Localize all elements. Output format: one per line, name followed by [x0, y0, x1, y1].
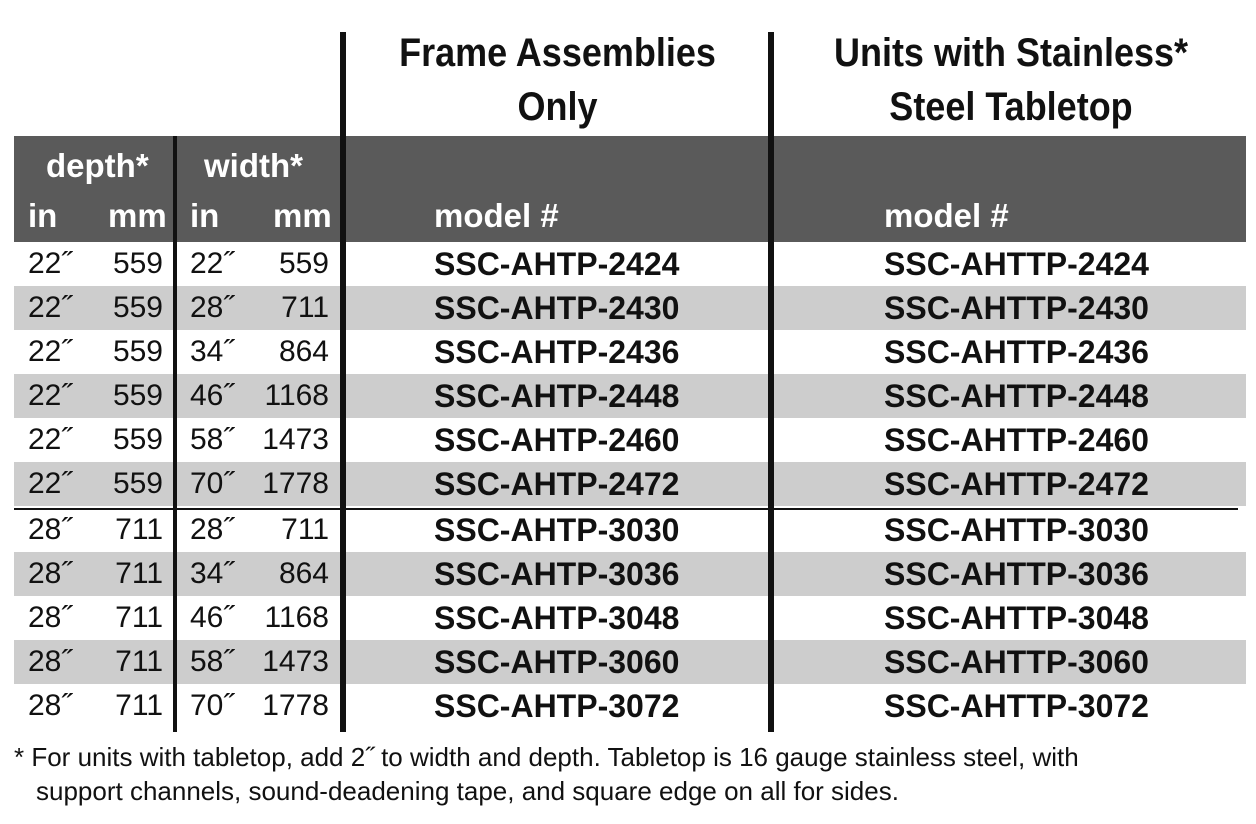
depth-in-cell: 22˝ [28, 467, 72, 500]
frame-model-cell: SSC-AHTP-3036 [434, 556, 680, 592]
unit-model-cell: SSC-AHTTP-2460 [884, 422, 1149, 458]
frame-model-header: model # [434, 197, 559, 234]
frame-model-cell: SSC-AHTP-2424 [434, 246, 680, 282]
frame-model-cell: SSC-AHTP-2472 [434, 466, 680, 502]
depth-header: depth* [46, 147, 149, 184]
frame-model-cell: SSC-AHTP-2460 [434, 422, 680, 458]
frame-model-cell: SSC-AHTP-3030 [434, 512, 680, 548]
depth-mm-cell: 559 [112, 247, 163, 280]
width-in-cell: 46˝ [190, 601, 234, 634]
width-in-cell: 46˝ [190, 379, 234, 412]
unit-model-cell: SSC-AHTTP-2424 [884, 246, 1149, 282]
depth-mm-cell: 711 [115, 645, 163, 678]
depth-mm-cell: 559 [112, 291, 163, 324]
width-in-cell: 22˝ [190, 247, 234, 280]
units-tabletop-heading: Units with Stainless* Steel Tabletop [833, 31, 1189, 129]
frame-column-rule [340, 32, 346, 732]
width-mm-cell: 559 [278, 247, 329, 280]
table-row [14, 508, 1246, 552]
depth-in-cell: 28˝ [28, 513, 72, 546]
frame-assemblies-heading: Frame Assemblies Only [399, 31, 716, 129]
frame-model-cell: SSC-AHTP-3072 [434, 688, 680, 724]
footnote-line-2: support channels, sound-deadening tape, and square edge on all for sides. [36, 776, 899, 806]
width-in-cell: 70˝ [190, 689, 234, 722]
unit-model-header: model # [884, 197, 1009, 234]
table-row [14, 552, 1246, 596]
width-in-cell: 34˝ [190, 335, 234, 368]
width-in-cell: 28˝ [190, 291, 234, 324]
width-mm-cell: 864 [278, 335, 329, 368]
width-mm-cell: 1473 [262, 645, 329, 678]
frame-model-cell: SSC-AHTP-3048 [434, 600, 680, 636]
unit-model-cell: SSC-AHTTP-3030 [884, 512, 1149, 548]
depth-in-cell: 22˝ [28, 291, 72, 324]
table-row [14, 374, 1246, 418]
frame-model-cell: SSC-AHTP-2430 [434, 290, 680, 326]
frame-model-cell: SSC-AHTP-2448 [434, 378, 680, 414]
width-mm-cell: 711 [281, 513, 329, 546]
table-row [14, 596, 1246, 640]
width-header: width* [204, 147, 303, 184]
table-row [14, 242, 1246, 286]
table-row [14, 418, 1246, 462]
depth-mm-cell: 559 [112, 467, 163, 500]
width-mm-cell: 1778 [262, 689, 329, 722]
depth-mm-cell: 711 [115, 557, 163, 590]
width-mm-header: mm [273, 197, 332, 234]
width-in-header: in [190, 197, 220, 234]
table-row [14, 286, 1246, 330]
width-mm-cell: 864 [278, 557, 329, 590]
width-mm-cell: 1168 [264, 601, 329, 634]
unit-model-cell: SSC-AHTTP-3048 [884, 600, 1149, 636]
depth-mm-cell: 559 [112, 335, 163, 368]
unit-model-cell: SSC-AHTTP-2472 [884, 466, 1149, 502]
width-mm-cell: 1168 [264, 379, 329, 412]
depth-mm-cell: 559 [112, 379, 163, 412]
depth-in-cell: 28˝ [28, 601, 72, 634]
unit-model-cell: SSC-AHTTP-2436 [884, 334, 1149, 370]
width-in-cell: 58˝ [190, 645, 234, 678]
table-row [14, 684, 1246, 728]
unit-model-cell: SSC-AHTTP-3036 [884, 556, 1149, 592]
table-row [14, 640, 1246, 684]
depth-in-cell: 28˝ [28, 557, 72, 590]
depth-in-cell: 22˝ [28, 379, 72, 412]
width-mm-cell: 711 [281, 291, 329, 324]
units-column-rule [768, 32, 774, 732]
footnote [14, 740, 1244, 808]
depth-in-cell: 22˝ [28, 423, 72, 456]
depth-in-cell: 22˝ [28, 247, 72, 280]
depth-in-cell: 28˝ [28, 689, 72, 722]
width-in-cell: 34˝ [190, 557, 234, 590]
footnote-line-1: * For units with tabletop, add 2˝ to width and depth. Tabletop is 16 gauge stainless steel, with [14, 742, 1079, 772]
depth-mm-cell: 711 [115, 513, 163, 546]
width-in-cell: 70˝ [190, 467, 234, 500]
depth-mm-cell: 711 [115, 689, 163, 722]
table-body [14, 242, 1246, 728]
depth-in-header: in [28, 197, 58, 234]
width-mm-cell: 1778 [262, 467, 329, 500]
depth-width-column-rule [173, 136, 177, 732]
depth-mm-header: mm [108, 197, 167, 234]
depth-mm-cell: 711 [115, 601, 163, 634]
frame-model-cell: SSC-AHTP-3060 [434, 644, 680, 680]
unit-model-cell: SSC-AHTTP-3060 [884, 644, 1149, 680]
width-in-cell: 58˝ [190, 423, 234, 456]
width-in-cell: 28˝ [190, 513, 234, 546]
width-mm-cell: 1473 [262, 423, 329, 456]
depth-mm-cell: 559 [112, 423, 163, 456]
unit-model-cell: SSC-AHTTP-3072 [884, 688, 1149, 724]
table-row [14, 330, 1246, 374]
unit-model-cell: SSC-AHTTP-2448 [884, 378, 1149, 414]
group-divider [14, 508, 1238, 510]
depth-in-cell: 28˝ [28, 645, 72, 678]
table-row [14, 462, 1246, 506]
frame-model-cell: SSC-AHTP-2436 [434, 334, 680, 370]
depth-in-cell: 22˝ [28, 335, 72, 368]
unit-model-cell: SSC-AHTTP-2430 [884, 290, 1149, 326]
